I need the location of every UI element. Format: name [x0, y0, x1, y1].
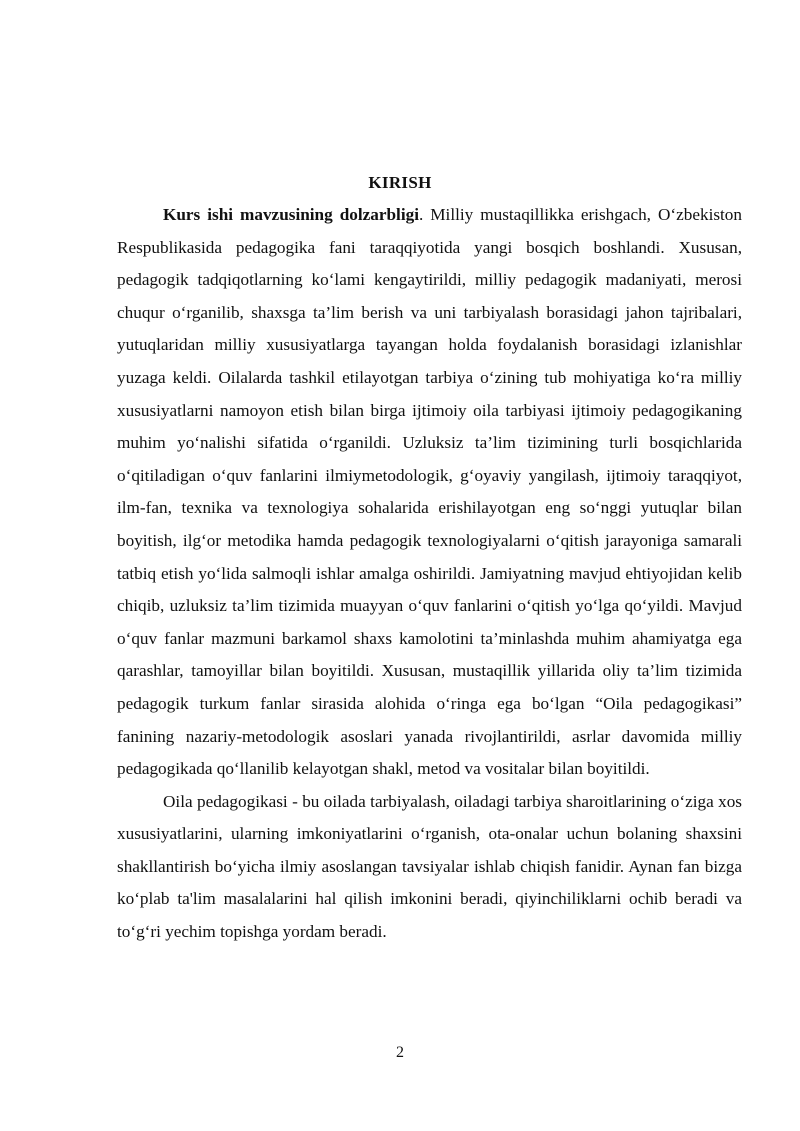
- document-body: [117, 199, 742, 949]
- paragraph-intro-text: . Milliy mustaqillikka erishgach, O‘zbekiston Respublikasida pedagogika fani taraqqiyotida yangi bosqich boshlandi. Xususan, pedagogik tadqiqotlarning ko‘lami kengaytirildi, milliy pedagogik madaniyati, merosi chuqur o‘rganilib, shaxsga ta’lim berish va uni tarbiyalash borasidagi jahon tajribalari, yutuqlaridan milliy xususiyatlarga tayangan holda foydalanish borasidagi izlanishlar yuzaga keldi. Oilalarda tashkil etilayotgan tarbiya o‘zining tub mohiyatiga ko‘ra milliy xususiyatlarni namoyon etish bilan birga ijtimoiy oila tarbiyasi ijtimoiy pedagogikaning muhim yo‘nalishi sifatida o‘rganildi. Uzluksiz ta’lim tizimining turli bosqichlarida o‘qitiladigan o‘quv fanlarini ilmiymetodologik, g‘oyaviy yangilash, ijtimoiy taraqqiyot, ilm-fan, texnika va texnologiya sohalarida erishilayotgan eng so‘nggi yutuqlar bilan boyitish, ilg‘or metodika hamda pedagogik texnologiyalarni o‘qitish jarayoniga samarali tatbiq etish yo‘lida salmoqli ishlar amalga oshirildi. Jamiyatning mavjud ehtiyojidan kelib chiqib, uzluksiz ta’lim tizimida muayyan o‘quv fanlarini o‘qitish yo‘lga qo‘yildi. Mavjud o‘quv fanlar mazmuni barkamol shaxs kamolotini ta’minlashda muhim ahamiyatga ega qarashlar, tamoyillar bilan boyitildi. Xususan, mustaqillik yillarida oliy ta’lim tizimida pedagogik turkum fanlar sirasida alohida o‘ringa ega bo‘lgan “Oila pedagogikasi” fanining nazariy-metodologik asoslari yanada rivojlantirildi, asrlar davomida milliy pedagogikada qo‘llanilib kelayotgan shakl, metod va vositalar bilan boyitildi.: [117, 205, 742, 779]
- page-number: 2: [396, 1044, 404, 1061]
- page-title: KIRISH: [368, 173, 432, 192]
- paragraph-lead-bold: Kurs ishi mavzusining dolzarbligi: [163, 205, 419, 224]
- paragraph-definition: Oila pedagogikasi - bu oilada tarbiyalash, oiladagi tarbiya sharoitlarining o‘ziga xos xususiyatlarini, ularning imkoniyatlarini o‘rganish, ota-onalar uchun bolaning shaxsini shakllantirish bo‘yicha ilmiy asoslangan tavsiyalar ishlab chiqish fanidir. Aynan fan bizga ko‘plab ta'lim masalalarini hal qilish imkonini beradi, qiyinchiliklarni ochib beradi va to‘g‘ri yechim topishga yordam beradi.: [117, 791, 742, 942]
- paragraph-intro: [117, 199, 742, 786]
